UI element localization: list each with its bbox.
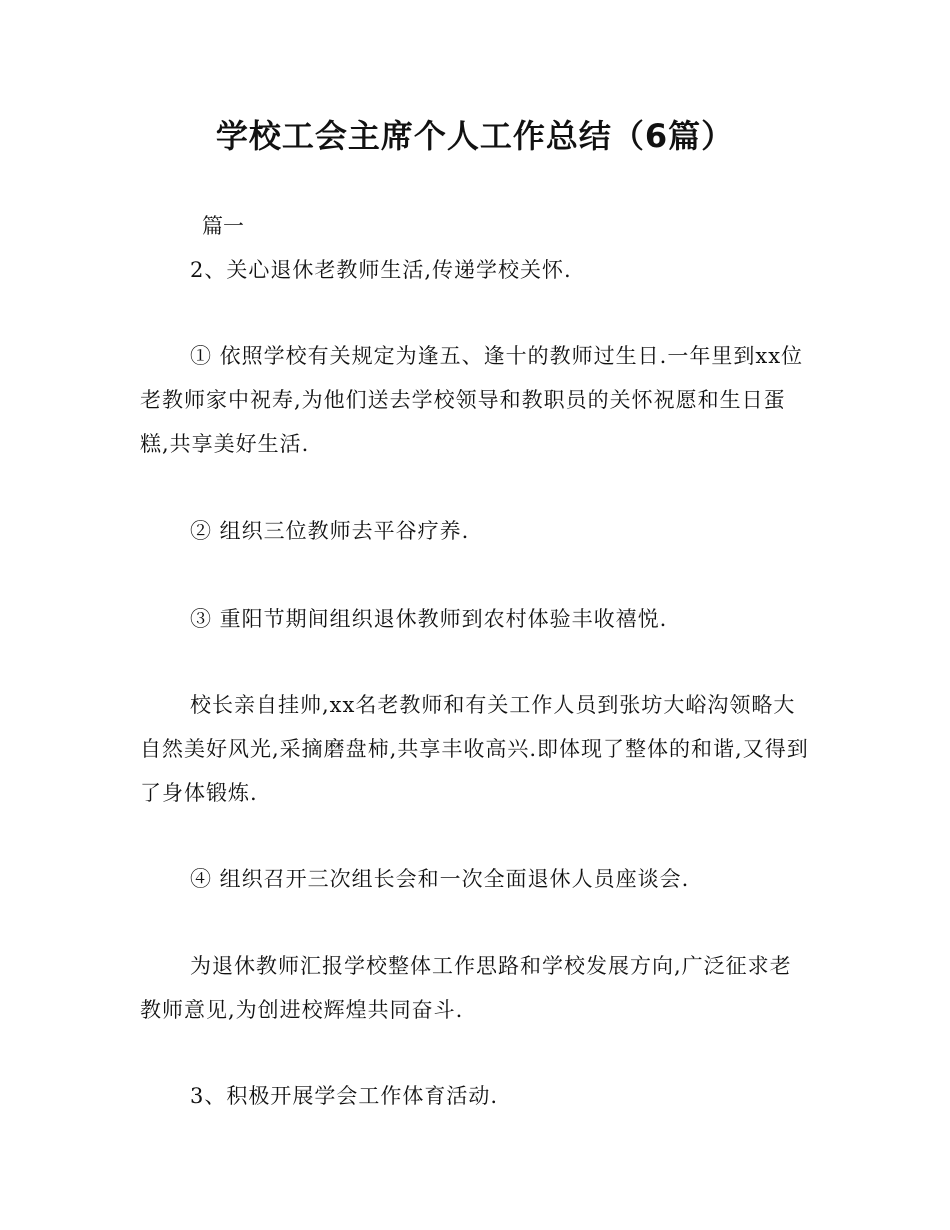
paragraph-6: ④ 组织召开三次组长会和一次全面退休人员座谈会. [190, 867, 690, 891]
document-title: 学校工会主席个人工作总结（6篇） [215, 117, 735, 155]
paragraph-8: 3、积极开展学会工作体育活动. [190, 1084, 499, 1108]
section-label: 篇一 [202, 214, 244, 238]
paragraph-7: 为退休教师汇报学校整体工作思路和学校发展方向,广泛征求老教师意见,为创进校辉煌共同奋斗. [140, 954, 792, 1022]
paragraph-5: 校长亲自挂帅,xx名老教师和有关工作人员到张坊大峪沟领略大自然美好风光,采摘磨盘柿,共享丰收高兴.即体现了整体的和谐,又得到了身体锻炼. [140, 693, 809, 805]
paragraph-3: ② 组织三位教师去平谷疗养. [190, 519, 470, 543]
paragraph-1: 2、关心退休老教师生活,传递学校关怀. [190, 258, 572, 282]
paragraph-2: ① 依照学校有关规定为逢五、逢十的教师过生日.一年里到xx位老教师家中祝寿,为他们送去学校领导和教职员的关怀祝愿和生日蛋糕,共享美好生活. [140, 344, 804, 456]
paragraph-4: ③ 重阳节期间组织退休教师到农村体验丰收禧悦. [190, 607, 668, 631]
